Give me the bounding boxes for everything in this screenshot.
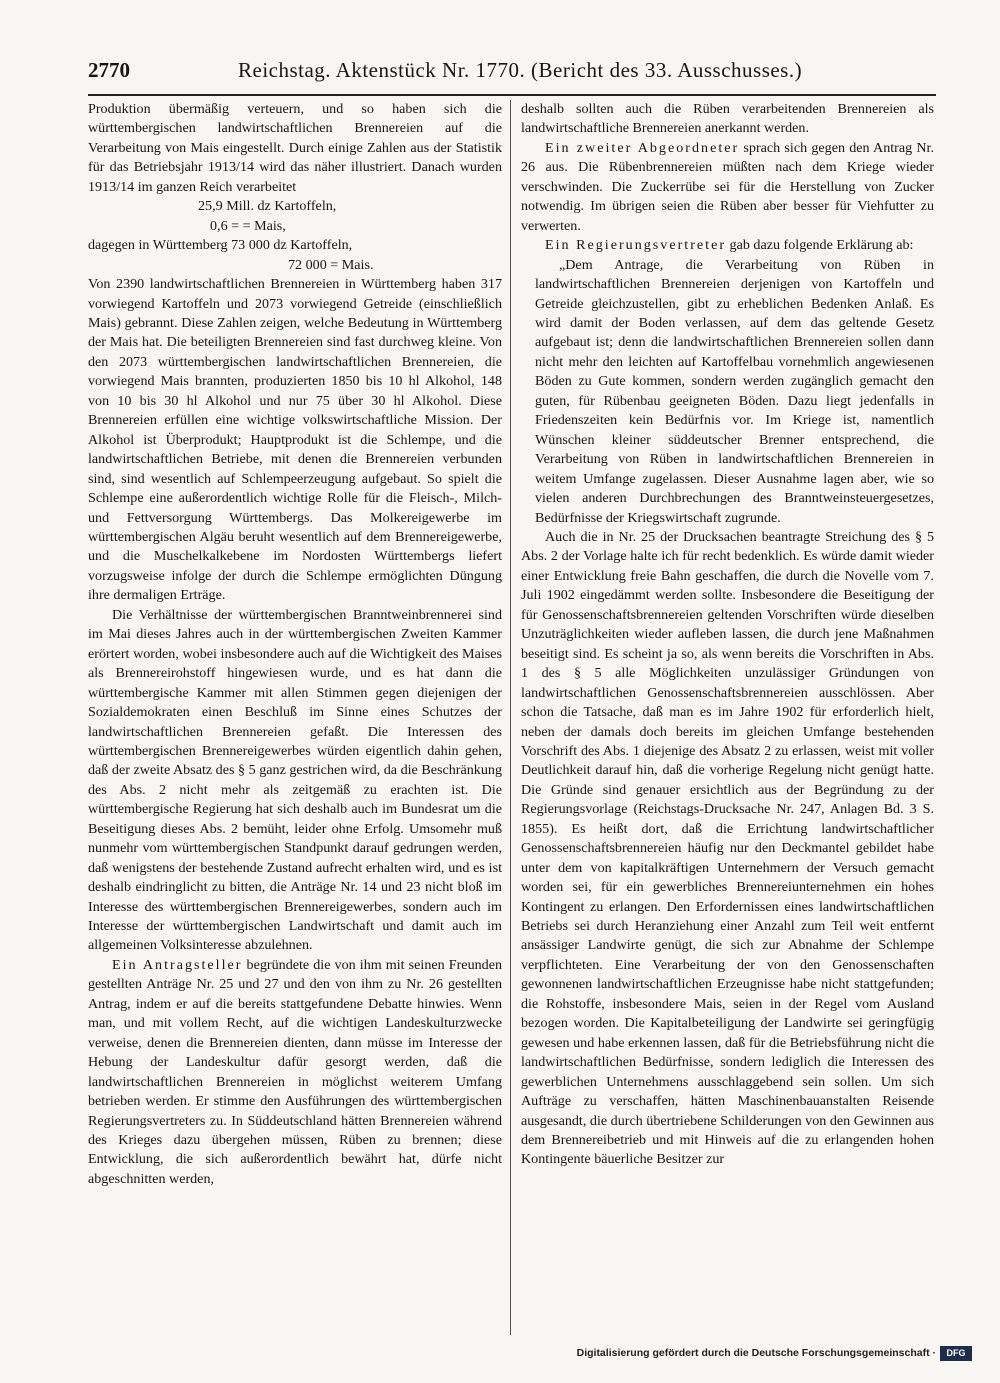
statistics-block — [88, 197, 502, 275]
right-column — [521, 100, 934, 1340]
running-title: Reichstag. Aktenstück Nr. 1770. (Bericht des 33. Ausschusses.) — [238, 58, 803, 82]
paragraph: Die Verhältnisse der württembergischen Branntweinbrennerei sind im Mai dieses Jahres auch in der württembergischen Zweiten Kammer erörtert worden, wobei insbesondere auch auf die Wichtigkeit des Maises als Brennereirohstoff hingewiesen wurde, und es hat dann die württembergische Kammer mit allen Stimmen gegen diejenigen der Sozialdemokraten einen Beschluß im Sinne eines Schutzes der landwirtschaftlichen Brennereien gefaßt. Die Interessen des württembergischen Brennereigewerbes würden eigentlich dahin gehen, daß der zweite Absatz des § 5 ganz gestrichen wird, da die Beschränkung des Abs. 2 nicht mehr als zeitgemäß zu erachten ist. Die württembergische Regierung hat sich deshalb auch im Bundesrat um die Beseitigung dieses Abs. 2 bemüht, leider ohne Erfolg. Umsomehr muß nunmehr vom württembergischen Standpunkt darauf gedrungen werden, daß wenigstens der bestehende Zustand aufrecht erhalten wird, und es ist deshalb eindringlicht zu bitten, die Anträge Nr. 14 und 23 nicht bloß im Interesse des württembergischen Brennereigewerbes, sondern auch im Interesse der württembergischen Landwirtschaft und damit auch im allgemeinen Volksinteresse abzulehnen. — [88, 606, 502, 954]
header-rule — [88, 94, 936, 96]
stat-line: dagegen in Württemberg 73 000 dz Kartoffeln, — [88, 237, 353, 254]
funding-notice: Digitalisierung gefördert durch die Deutsche Forschungsgemeinschaft · — [576, 1347, 936, 1359]
stat-line: 25,9 Mill. dz Kartoffeln, — [198, 198, 337, 215]
column-divider — [510, 100, 511, 1335]
paragraph — [88, 956, 502, 1189]
paragraph: Auch die in Nr. 25 der Drucksachen beantragte Streichung des § 5 Abs. 2 der Vorlage halte ich für recht bedenklich. Es würde damit wieder einer Entwicklung freie Bahn geschaffen, die durch die Novelle vom 7. Juli 1902 eingedämmt werden sollte. Insbesondere die Beseitigung der für Genossenschaftsbrennereien geltenden Vorschriften würde dieselben Unzuträglichkeiten wieder aufleben lassen, die durch jene Maßnahmen beseitigt sind. Es scheint ja so, als wenn bereits die Vorschriften in Abs. 1 des § 5 alle Möglichkeiten unzulässiger Gründungen von landwirtschaftlichen Genossenschaftsbrennereien ausschlössen. Aber schon die Tatsache, daß man es im Jahre 1902 für erforderlich hielt, neben der damals doch bereits im gleichen Umfange bestehenden Vorschrift des Abs. 1 diejenige des Absatz 2 zu erlassen, weist mit voller Deutlichkeit darauf hin, daß die vorherige Regelung nicht genügt hatte. Die Gründe sind genauer ersichtlich aus der Begründung zu der Regierungsvorlage (Reichstags-Drucksache Nr. 247, Anlagen Bd. 3 S. 1855). Es heißt dort, daß die Errichtung landwirtschaftlicher Genossenschaftsbrennereien häufig nur den Deckmantel gebildet habe unter dem von kapitalkräftigen Unternehmern der Versuch gemacht worden sei, für ein gewerbliches Brennereiunternehmen ein hohes Kontingent zu erlangen. Den Erfordernissen eines landwirtschaftlichen Betriebs sei durch Heranziehung einer Anzahl zum Teil weit entfernt ansässiger Landwirte genügt, die sich zur Abnahme der Schlempe verpflichteten. Eine Verarbeitung der von den Genossenschaften gewonnenen landwirtschaftlichen Erzeugnisse habe nicht stattgefunden; die Rohstoffe, insbesondere Mais, seien in der Regel vom Ausland bezogen worden. Die Kapitalbeteiligung der Landwirte sei geringfügig gewesen und habe erkennen lassen, daß für die Betriebsführung nicht die landwirtschaftlichen Bedürfnisse, sondern lediglich die Interessen des gewerblichen Unternehmens ausschlaggebend sein sollen. Um sich Aufträge zu verschaffen, hätten Maschinenbauanstalten Reisende ausgesandt, die durch übertriebene Schilderungen von den Gewinnen aus dem Brennereibetrieb und mit Hinweis auf die zu erlangenden hohen Kontingente bäuerliche Besitzer zur — [521, 528, 934, 1168]
page-number: 2770 — [88, 58, 130, 82]
speaker-label: Ein zweiter Abgeordneter — [545, 139, 740, 156]
paragraph: Von 2390 landwirtschaftlichen Brennereien in Württemberg haben 317 vorwiegend Kartoffeln und 2073 vorwiegend Getreide (einschließlich Mais) gebrannt. Diese Zahlen zeigen, welche Bedeutung in Württemberg der Mais hat. Die beteiligten Brennereien sind fast durchweg kleine. Von den 2073 württembergischen landwirtschaftlichen Brennereien, die vorwiegend Mais brannten, produzierten 1850 bis 10 hl Alkohol, 148 von 10 bis 30 hl Alkohol und nur 75 über 30 hl Alkohol. Diese Brennereien erfüllen eine wichtige volkswirtschaftliche Mission. Der Alkohol ist Überprodukt; Hauptprodukt ist die Schlempe, und die landwirtschaftlichen Betriebe, mit denen die Brennereien verbunden sind, sind wesentlich auf Schlempeerzeugung aufgebaut. So spielt die Schlempe eine außerordentlich wichtige Rolle für die Fleisch-, Milch- und Fettversorgung Württembergs. Das Molkereigewerbe im württembergischen Algäu beruht wesentlich auf dem Brennereigewerbe, und die Muschelkalkebene im Nordosten Württembergs liefert vorzugsweise infolge der durch die Schlempe ermöglichten Düngung ihre dermaligen Erträge. — [88, 276, 502, 604]
paragraph-text: gab dazu folgende Erklärung ab: — [726, 237, 914, 254]
left-column — [88, 100, 502, 1340]
speaker-label: Ein Regierungsvertreter — [545, 237, 727, 254]
speaker-label: Ein Antragsteller — [112, 956, 243, 973]
paragraph-text: sprach sich gegen den Antrag Nr. 26 aus. Die Rübenbrennereien müßten nach dem Kriege wieder verschwinden. Die Zuckerrübe sei für die Herstellung von Zucker notwendig. Im übrigen seien die Rüben aber besser für Viehfutter zu verwerten. — [521, 139, 934, 234]
stat-line: 72 000 = Mais. — [288, 256, 374, 273]
paragraph: Produktion übermäßig verteuern, und so haben sich die württembergischen landwirtschaftlichen Brennereien auf die Verarbeitung von Mais eingestellt. Durch einige Zahlen aus der Statistik für das Betriebsjahr 1913/14 wird das näher illustriert. Danach wurden 1913/14 im ganzen Reich verarbeitet — [88, 101, 502, 195]
page-header — [88, 58, 934, 90]
quoted-statement: „Dem Antrage, die Verarbeitung von Rüben in landwirtschaftlichen Brennereien derjenigen von Kartoffeln und Getreide gleichzustellen, gibt zu erheblichen Bedenken Anlaß. Es wird damit der Boden verlassen, auf dem das geltende Gesetz aufgebaut ist; denn die landwirtschaftlichen Brennereien sollen dann nicht mehr den leichten auf Kartoffelbau vornehmlich angewiesenen Böden zu Gute kommen, sondern werden zugänglich gemacht den guten, für Rübenbau geeigneten Böden. Dazu liegt jedenfalls in Friedenszeiten kein Bedürfnis vor. Im Kriege ist, namentlich Wünschen kleiner süddeutscher Brenner entsprechend, die Verarbeitung von Rüben in landwirtschaftlichen Brennereien in weitem Umfange zugelassen. Dieser Ausnahme lagen aber, wie so vielen anderen Durchbrechungen des Branntweinsteuergesetzes, Bedürfnisse der Kriegswirtschaft zugrunde. — [535, 256, 934, 526]
stat-line: 0,6 = = Mais, — [210, 217, 286, 234]
dfg-logo: DFG — [940, 1346, 972, 1361]
paragraph — [521, 236, 934, 255]
paragraph-text: begründete die von ihm mit seinen Freunden gestellten Anträge Nr. 25 und 27 und den von ihm zu Nr. 26 gestellten Antrag, indem er auf die bereits stattgefundene Debatte hinwies. Wenn man, und mit vollem Recht, auf die wichtigen Landeskulturzwecke verweise, denen die Brennereien dienten, dann müsse im Interesse der Hebung der Landeskultur dafür gesorgt werden, daß die landwirtschaftlichen Brennereien in möglichst weiterem Umfang betrieben werden. Er stimme den Ausführungen des württembergischen Regierungsvertreters zu. In Süddeutschland hätten Brennereien während des Krieges dazu übergehen müssen, Rüben zu brennen; diese Entwicklung, die sich außerordentlich bewährt hat, dürfe nicht abgeschnitten werden, — [88, 956, 502, 1187]
paragraph — [521, 139, 934, 236]
paragraph: deshalb sollten auch die Rüben verarbeitenden Brennereien als landwirtschaftliche Brennereien anerkannt werden. — [521, 101, 934, 137]
